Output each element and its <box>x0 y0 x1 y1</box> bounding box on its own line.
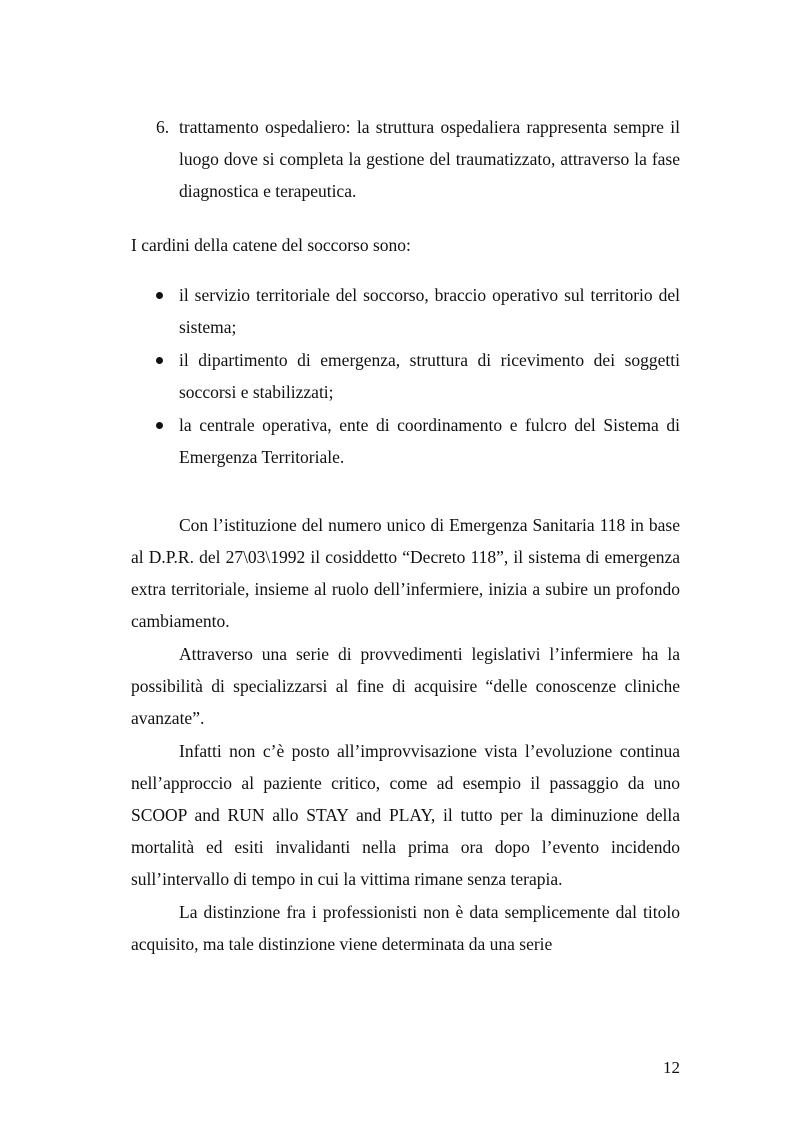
numbered-list-item <box>131 111 680 207</box>
bullet-icon <box>156 422 163 429</box>
body-paragraph: Attraverso una serie di provvedimenti legislativi l’infermiere ha la possibilità di specializzarsi al fine di acquisire “delle conoscenze cliniche avanzate”. <box>131 643 680 728</box>
bullet-item <box>131 279 680 343</box>
list-item-text: trattamento ospedaliero: la struttura ospedaliera rappresenta sempre il luogo dove si completa la gestione del traumatizzato, attraverso la fase diagnostica e terapeutica. <box>179 117 680 201</box>
body-paragraph: La distinzione fra i professionisti non è data semplicemente dal titolo acquisito, ma tale distinzione viene determinata da una serie <box>131 901 680 954</box>
bullet-icon <box>156 357 163 364</box>
bullet-text: il servizio territoriale del soccorso, braccio operativo sul territorio del sistema; <box>179 284 680 337</box>
bullet-icon <box>156 292 163 299</box>
bullet-list <box>131 279 680 473</box>
bullet-item <box>131 409 680 473</box>
bullet-text: il dipartimento di emergenza, struttura di ricevimento dei soggetti soccorsi e stabilizzati; <box>179 349 680 402</box>
page-body <box>131 111 680 960</box>
bullet-item <box>131 344 680 408</box>
section-lead: I cardini della catene del soccorso sono: <box>131 235 411 255</box>
body-paragraph: Con l’istituzione del numero unico di Emergenza Sanitaria 118 in base al D.P.R. del 27\03\1992 il cosiddetto “Decreto 118”, il sistema di emergenza extra territoriale, insieme al ruolo dell’infermiere, inizia a subire un profondo cambiamento. <box>131 514 680 631</box>
list-number: 6. <box>156 117 170 137</box>
bullet-text: la centrale operativa, ente di coordinamento e fulcro del Sistema di Emergenza Territoriale. <box>179 414 680 467</box>
page-number: 12 <box>663 1058 680 1077</box>
body-paragraph: Infatti non c’è posto all’improvvisazione vista l’evoluzione continua nell’approccio al paziente critico, come ad esempio il passaggio da uno SCOOP and RUN allo STAY and PLAY, il tutto per la diminuzione della mortalità ed esiti invalidanti nella prima ora dopo l’evento incidendo sull’intervallo di tempo in cui la vittima rimane senza terapia. <box>131 740 680 889</box>
